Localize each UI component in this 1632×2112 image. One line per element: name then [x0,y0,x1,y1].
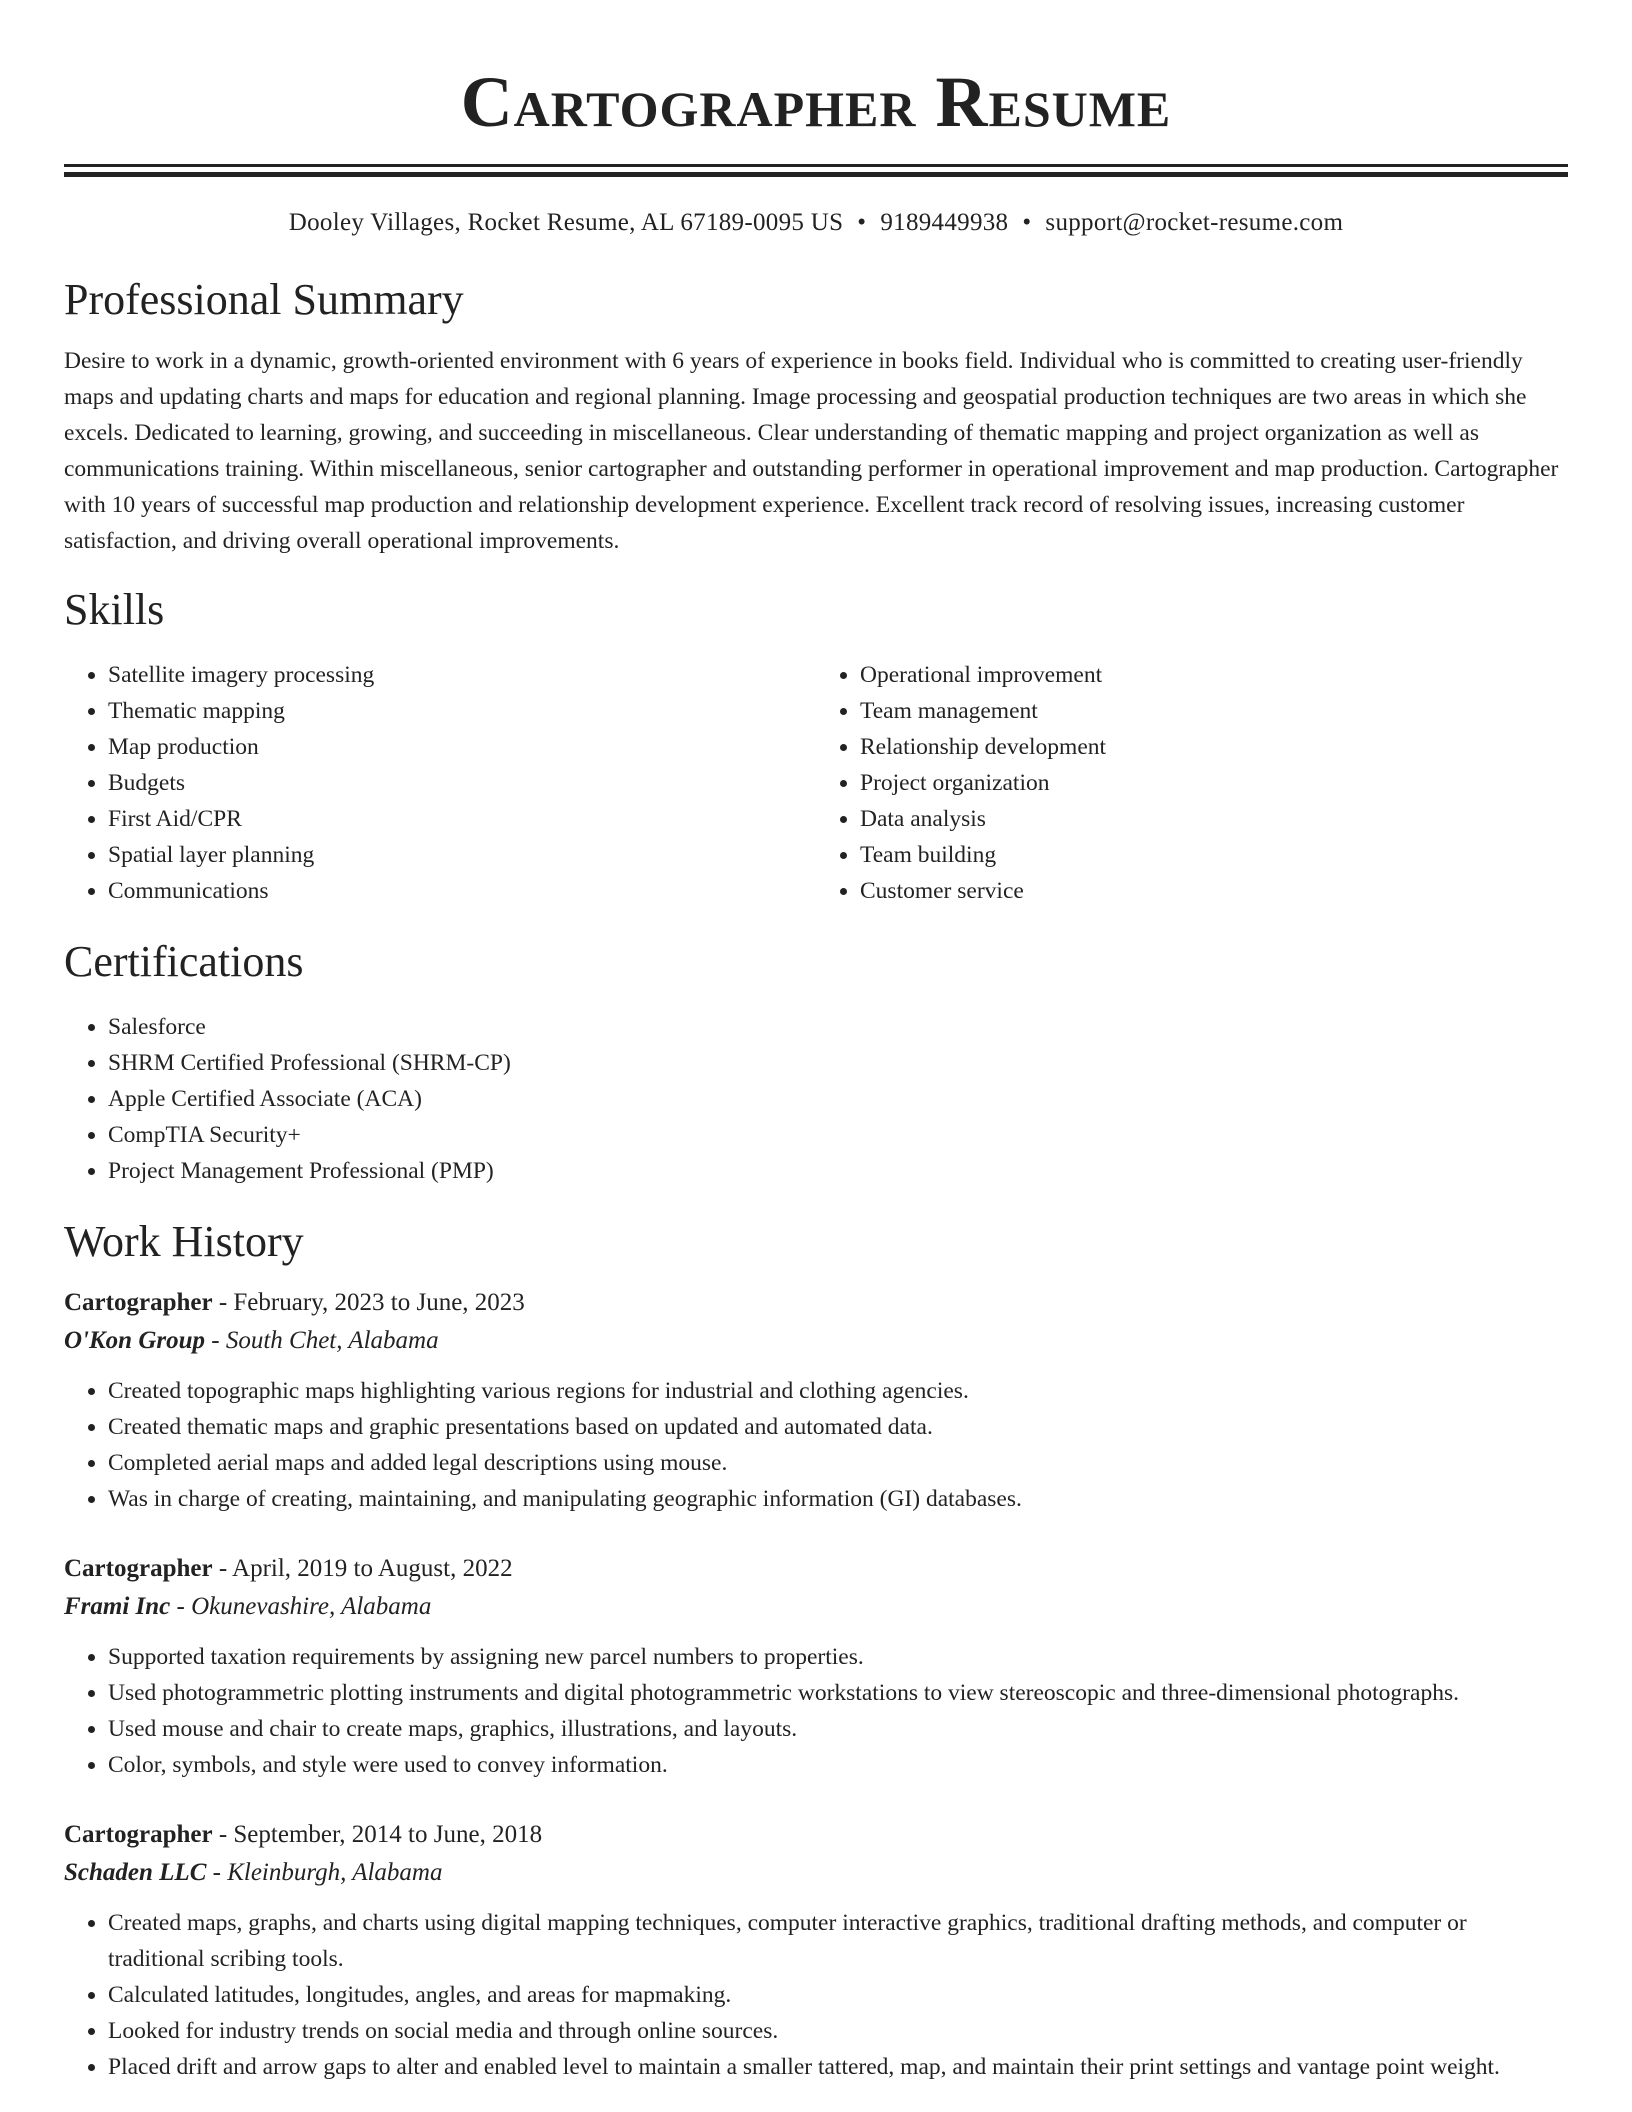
contact-phone: 9189449938 [880,209,1009,236]
job-dates: - September, 2014 to June, 2018 [212,1821,543,1848]
skill-item: • Spatial layer planning [108,837,816,873]
job-duty: • Placed drift and arrow gaps to alter and enabled level to maintain a smaller tattered, map, and maintain their print settings and vantage point weight. [108,2049,1568,2085]
contact-address: Dooley Villages, Rocket Resume, AL 67189-0095 US [288,209,844,236]
contact-email: support@rocket-resume.com [1045,209,1344,236]
job-location: - South Chet, Alabama [205,1327,439,1354]
work-history-section [64,1217,1568,2085]
skill-item: • Project organization [860,765,1568,801]
resume-title: Cartographer Resume [460,62,1172,142]
skills-section [64,585,1568,909]
skills-columns [64,657,1568,909]
job-company-line [64,1587,1568,1627]
job-entry [64,1817,1568,2085]
work-history-heading: Work History [64,1217,304,1266]
job-company-line [64,1853,1568,1893]
job-duty: • Looked for industry trends on social media and through online sources. [108,2013,1568,2049]
job-duties-list [64,1639,1568,1783]
job-duty: • Calculated latitudes, longitudes, angles, and areas for mapmaking. [108,1977,1568,2013]
skill-item: • Budgets [108,765,816,801]
job-duty: • Was in charge of creating, maintaining, and manipulating geographic information (GI) databases. [108,1481,1568,1517]
job-role: Cartographer [64,1821,213,1848]
job-duty: • Color, symbols, and style were used to convey information. [108,1747,1568,1783]
job-duty: • Used mouse and chair to create maps, graphics, illustrations, and layouts. [108,1711,1568,1747]
certification-item: • Apple Certified Associate (ACA) [108,1081,1568,1117]
job-entry [64,1285,1568,1517]
job-location: - Kleinburgh, Alabama [206,1859,443,1886]
job-duty: • Created maps, graphs, and charts using digital mapping techniques, computer interactive graphics, traditional drafting methods, and computer or traditional scribing tools. [108,1905,1568,1977]
job-duty: • Created thematic maps and graphic presentations based on updated and automated data. [108,1409,1568,1445]
contact-separator: • [1022,209,1032,236]
job-title-line [64,1285,1568,1321]
job-role: Cartographer [64,1289,213,1316]
job-company: Frami Inc [64,1593,171,1620]
skill-item: • First Aid/CPR [108,801,816,837]
skill-item: • Operational improvement [860,657,1568,693]
certifications-heading: Certifications [64,937,304,986]
job-title-line [64,1817,1568,1853]
summary-text: Desire to work in a dynamic, growth-oriented environment with 6 years of experience in books field. Individual who is committed to creating user-friendly maps and updating charts and maps for education and regional planning. Image processing and geospatial production techniques are two areas in which she excels. Dedicated to learning, growing, and succeeding in miscellaneous. Clear understanding of thematic mapping and project organization as well as communications training. Within miscellaneous, senior cartographer and outstanding performer in operational improvement and map production. Cartographer with 10 years of successful map production and relationship development experience. Excellent track record of resolving issues, increasing customer satisfaction, and driving overall operational improvements. [64,348,1559,554]
job-company-line [64,1321,1568,1361]
job-duty: • Supported taxation requirements by assigning new parcel numbers to properties. [108,1639,1568,1675]
title-divider-top [64,164,1568,167]
job-duty: • Completed aerial maps and added legal descriptions using mouse. [108,1445,1568,1481]
job-duties-list [64,1373,1568,1517]
skills-list-right [816,657,1568,909]
job-entry [64,1551,1568,1783]
skill-item: • Satellite imagery processing [108,657,816,693]
title-divider-bottom [64,172,1568,177]
certification-item: • Project Management Professional (PMP) [108,1153,1568,1189]
skill-item: • Relationship development [860,729,1568,765]
certification-item: • SHRM Certified Professional (SHRM-CP) [108,1045,1568,1081]
summary-heading: Professional Summary [64,275,464,324]
skill-item: • Communications [108,873,816,909]
job-role: Cartographer [64,1555,213,1582]
skill-item: • Customer service [860,873,1568,909]
skill-item: • Data analysis [860,801,1568,837]
skills-list-left [64,657,816,909]
job-duty: • Used photogrammetric plotting instruments and digital photogrammetric workstations to view stereoscopic and three-dimensional photographs. [108,1675,1568,1711]
job-dates: - February, 2023 to June, 2023 [212,1289,525,1316]
resume-page [64,0,1568,2085]
contact-line [64,207,1568,239]
certification-item: • CompTIA Security+ [108,1117,1568,1153]
certifications-section [64,937,1568,1189]
skills-heading: Skills [64,585,165,634]
job-company: O'Kon Group [64,1327,206,1354]
contact-separator: • [857,209,867,236]
skill-item: • Thematic mapping [108,693,816,729]
summary-section [64,275,1568,559]
certification-item: • Salesforce [108,1009,1568,1045]
job-title-line [64,1551,1568,1587]
certifications-list [64,1009,1568,1189]
job-company: Schaden LLC [64,1859,207,1886]
skill-item: • Team building [860,837,1568,873]
skill-item: • Team management [860,693,1568,729]
job-dates: - April, 2019 to August, 2022 [212,1555,513,1582]
job-duties-list [64,1905,1568,2085]
job-duty: • Created topographic maps highlighting various regions for industrial and clothing agencies. [108,1373,1568,1409]
job-location: - Okunevashire, Alabama [170,1593,432,1620]
skill-item: • Map production [108,729,816,765]
